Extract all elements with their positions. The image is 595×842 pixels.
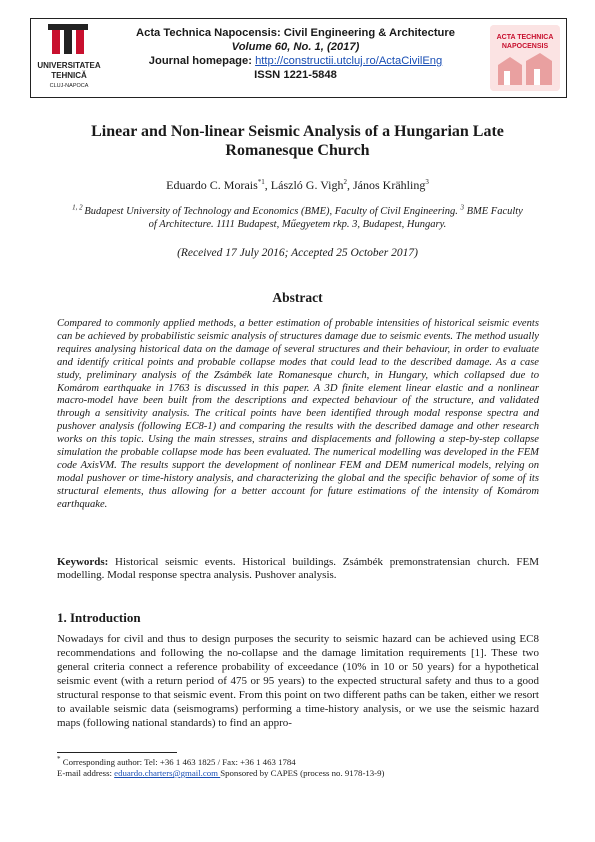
authors bbox=[40, 178, 555, 193]
journal-logo-text-1: ACTA TECHNICA bbox=[496, 34, 554, 41]
journal-issn: ISSN 1221-5848 bbox=[254, 69, 337, 81]
title-line-2: Romanesque Church bbox=[225, 142, 370, 159]
affil-sup-2: 3 bbox=[460, 203, 464, 212]
affil-sup-1: 1, 2 bbox=[72, 203, 85, 212]
author-3: János Krähling bbox=[353, 178, 426, 192]
abstract-text: Compared to commonly applied methods, a better estimation of probable intensities of historical seismic events can be achieved by probabilistic seismic analysis of structures damage due to seismic events. The method usually requires analysing historical data on the damage of several structures and their behaviour, in order to evaluate and identify critical points and probable collapse modes that could lead to the described damage. As a case study, preliminary analysis of the Zsámbék late Romanesque church, in Hungary, which collapsed due to Komárom earthquake in 1763 is discussed in this paper. A 3D finite element linear elastic and a nonlinear macro-model have been built from the descriptions and expected behaviour of the structure, and validated through a sensitivity analysis. The critical points have been identified through modal response spectra and pushover analysis (following EC8-1) and comparing the results with the described damage and other research works on this topic. Using the main stresses, strains and displacements and following a step-by-step collapse simulation the probable collapse mode has been evaluated. The numerical modelling was developed in the FEM code AxisVM. The results support the development of nonlinear FEM and DEM numerical models, relying on modal pushover or time-history analysis, and characterizing the global and the specific behavior of some of its structural elements, thus allowing for a better account for future estimations of the intensity of Komárom earthquake. bbox=[57, 318, 539, 510]
journal-name: Acta Technica Napocensis: Civil Engineering & Architecture bbox=[136, 27, 455, 39]
journal-volume: Volume 60, No. 1, (2017) bbox=[231, 41, 360, 53]
keywords bbox=[57, 556, 539, 582]
title-line-1: Linear and Non-linear Seismic Analysis of a Hungarian Late bbox=[91, 123, 504, 140]
homepage-link[interactable]: http://constructii.utcluj.ro/ActaCivilEng bbox=[255, 55, 443, 67]
logo-text-1: UNIVERSITATEA bbox=[37, 61, 101, 70]
affil-text-2: BME Faculty of Architecture. 1111 Budapest, Műegyetem rkp. 3, Budapest, Hungary. bbox=[148, 206, 523, 230]
homepage-label: Journal homepage: bbox=[148, 55, 256, 67]
university-logo bbox=[34, 22, 104, 94]
journal-logo bbox=[490, 25, 560, 91]
journal-header bbox=[30, 18, 567, 98]
logo-text-2: TEHNICĂ bbox=[51, 71, 87, 80]
journal-homepage bbox=[117, 54, 474, 68]
affil-text-1: Budapest University of Technology and Economics (BME), Faculty of Civil Engineering. bbox=[84, 206, 461, 217]
author-2-sup: 2 bbox=[343, 178, 348, 186]
received-dates: (Received 17 July 2016; Accepted 25 October 2017) bbox=[177, 247, 418, 259]
affiliation bbox=[70, 205, 525, 231]
keywords-label: Keywords: bbox=[57, 556, 109, 568]
footnote bbox=[57, 757, 539, 779]
logo-text-3: CLUJ-NAPOCA bbox=[49, 83, 89, 89]
footnote-line-2 bbox=[57, 768, 539, 779]
author-1: Eduardo C. Morais bbox=[166, 178, 258, 192]
journal-info bbox=[117, 26, 474, 82]
footnote-divider bbox=[57, 752, 177, 753]
author-3-sup: 3 bbox=[425, 178, 429, 186]
abstract-heading: Abstract bbox=[272, 290, 323, 305]
author-sep-1: , bbox=[264, 178, 271, 192]
sponsor-text: Sponsored by CAPES (process no. 9178-13-9) bbox=[220, 768, 385, 778]
author-2: László G. Vigh bbox=[270, 178, 344, 192]
footnote-contact: Corresponding author: Tel: +36 1 463 1825 / Fax: +36 1 463 1784 bbox=[60, 757, 296, 767]
author-sep-2: , bbox=[347, 178, 354, 192]
section-heading: 1. Introduction bbox=[57, 610, 141, 625]
intro-paragraph: Nowadays for civil and thus to design purposes the security to seismic hazard can be achieved using EC8 recommendations and following the no-collapse and the damage limitation requirements [1]. These two general criteria connect a reference probability of exceedance (10% in 10 or 50 years) for a hypothetical seismic event (with a return period of 475 or 95 years) to the expected structural safety and thus to a good structural response to that seismic event. From this point on two different paths can be taken, either we resort to available seismic data (seismograms) performing a time-history analysis, or we use the seismic hazard maps (following national standards) to find an appro- bbox=[57, 633, 539, 729]
footnote-sup: * bbox=[57, 755, 61, 764]
email-link[interactable]: eduardo.charters@gmail.com bbox=[114, 768, 221, 778]
journal-logo-text-2: NAPOCENSIS bbox=[501, 43, 549, 50]
footnote-line-1 bbox=[57, 757, 539, 768]
keywords-text: Historical seismic events. Historical buildings. Zsámbék premonstratensian church. FEM modelling. Modal response spectra analysis. Pushover analysis. bbox=[57, 556, 539, 581]
email-label: E-mail address: bbox=[57, 768, 115, 778]
author-1-sup: *1 bbox=[257, 178, 265, 186]
paper-title bbox=[40, 122, 555, 160]
